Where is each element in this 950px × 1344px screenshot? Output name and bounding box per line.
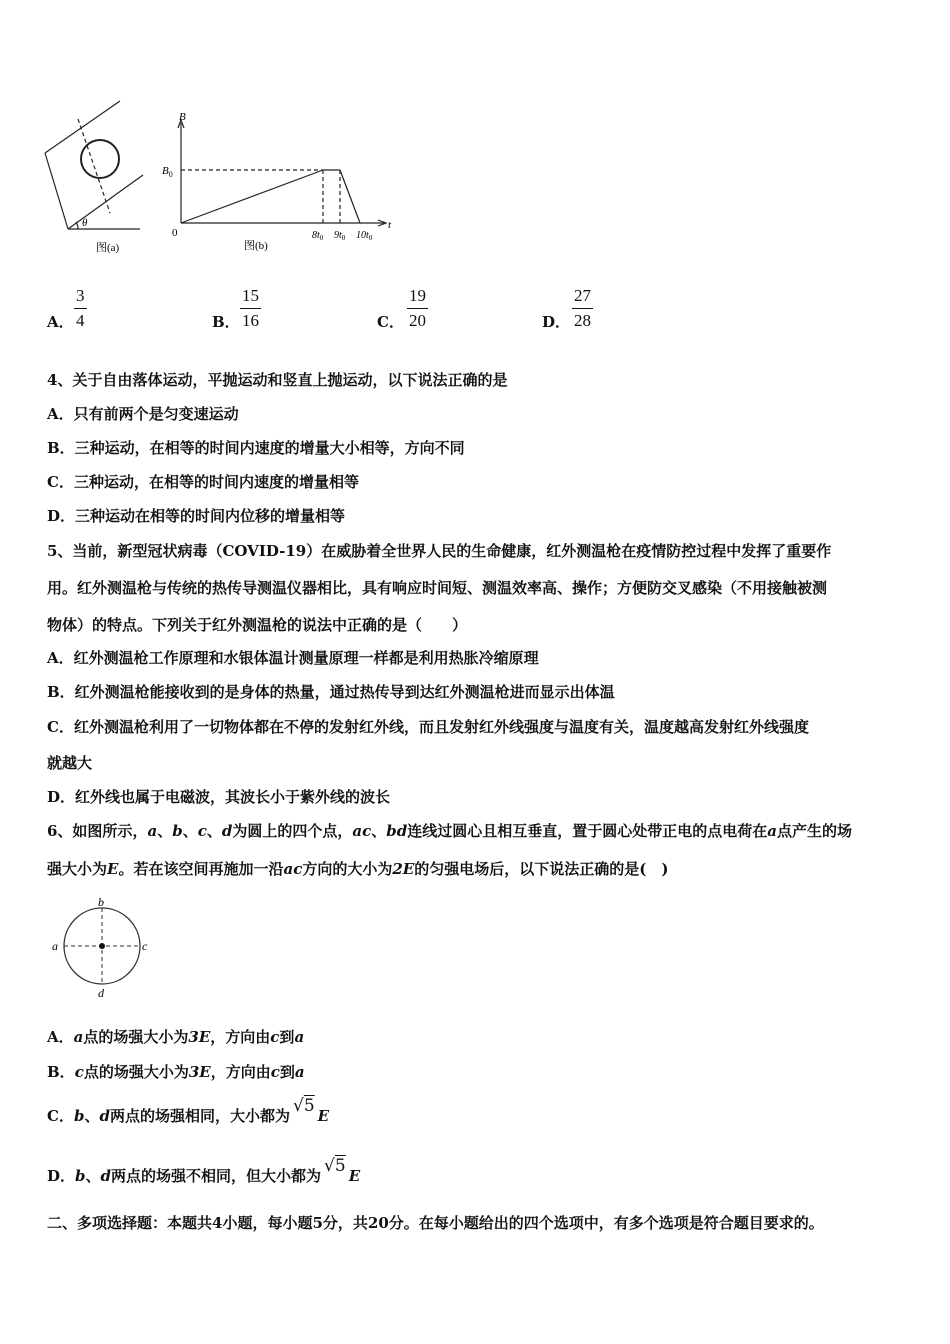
point-c-label: c <box>142 939 148 953</box>
q5-stem-line3: 物体）的特点。下列关于红外测温枪的说法中正确的是（ ） <box>47 616 468 634</box>
q6-stem-line2: 强大小为E。若在该空间再施加一沿ac方向的大小为2E的匀强电场后，以下说法正确的是( ) <box>47 860 669 878</box>
q4-stem: 4、关于自由落体运动，平抛运动和竖直上抛运动，以下说法正确的是 <box>47 371 508 389</box>
q3-option-a-fraction: $\frac{3}{4}$ <box>76 286 85 330</box>
incline-left-edge <box>45 153 68 229</box>
q3-option-c-label: C． <box>377 313 404 331</box>
sqrt-symbol: √5 <box>324 1156 346 1176</box>
q5-option-a: A．红外测温枪工作原理和水银体温计测量原理一样都是利用热胀冷缩原理 <box>47 649 539 667</box>
b-falling-line <box>340 170 360 223</box>
q4-option-a: A．只有前两个是匀变速运动 <box>47 405 239 423</box>
point-a-label: a <box>52 939 58 953</box>
axis-b-label: B <box>179 111 186 123</box>
svg-text:B0: $B_0$ <box>162 165 173 179</box>
tick-8t0: 8t <box>312 230 320 241</box>
coil-circle <box>81 140 119 178</box>
q5-option-b: B．红外测温枪能接收到的是身体的热量，通过热传导到达红外测温枪进而显示出体温 <box>47 683 615 701</box>
point-b-label: b <box>98 895 104 909</box>
q6-option-d: D．b、d两点的场强不相同，但大小都为 √5 E <box>47 1156 361 1185</box>
q6-option-b: B．c点的场强大小为3E，方向由c到a <box>47 1063 305 1081</box>
fig-a-caption: 图(a) <box>96 242 120 254</box>
q4-option-d: D．三种运动在相等的时间内位移的增量相等 <box>47 507 346 525</box>
axis-t-label: t <box>388 219 392 231</box>
tick-10t0: 10t <box>356 230 369 241</box>
q4-option-b: B．三种运动，在相等的时间内速度的增量大小相等，方向不同 <box>47 439 465 457</box>
tick-9t0: 9t <box>334 230 342 241</box>
point-d-label: d <box>98 986 104 1000</box>
q3-option-a-label: A． <box>47 313 74 331</box>
svg-text:10t0: $10t_0$ <box>356 230 373 242</box>
q3-option-d-label: D． <box>542 313 571 331</box>
origin-label: 0 <box>172 227 178 239</box>
q5-option-c-line1: C．红外测温枪利用了一切物体都在不停的发射红外线，而且发射红外线强度与温度有关，温度越高发射红外线强度 <box>47 718 809 736</box>
svg-text:9t0: $9t_0$ <box>334 230 346 242</box>
svg-text:8t0: $8t_0$ <box>312 230 324 242</box>
incline-bottom-edge <box>68 175 143 229</box>
q3-option-b-fraction: $\frac{15}{16}$ <box>242 286 259 330</box>
q5-option-d: D．红外线也属于电磁波，其波长小于紫外线的波长 <box>47 788 391 806</box>
angle-arc <box>76 222 78 229</box>
q3-option-d-fraction: $\frac{27}{28}$ <box>574 286 591 330</box>
q4-option-c: C．三种运动，在相等的时间内速度的增量相等 <box>47 473 359 491</box>
q5-stem-line2: 用。红外测温枪与传统的热传导测温仪器相比，具有响应时间短、测温效率高、操作；方便防交叉感染（不用接触被测 <box>47 579 828 597</box>
q3-option-c-fraction: $\frac{19}{20}$ <box>409 286 426 330</box>
q5-option-c-line2: 就越大 <box>47 754 93 772</box>
q5-stem-line1: 5、当前，新型冠状病毒（COVID-19）在威胁着全世界人民的生命健康，红外测温枪在疫情防控过程中发挥了重要作 <box>47 542 832 560</box>
q6-option-c: C．b、d两点的场强相同，大小都为 √5 E <box>47 1096 330 1125</box>
fig-b-caption: 图(b) <box>244 240 268 252</box>
sqrt-symbol: √5 <box>292 1096 315 1116</box>
theta-label: θ <box>82 217 88 229</box>
figure-a <box>40 95 150 260</box>
figure-b <box>160 105 400 255</box>
section-2-heading: 二、多项选择题：本题共4小题，每小题5分，共20分。在每小题给出的四个选项中，有多个选项是符合题目要求的。 <box>47 1214 824 1232</box>
center-charge <box>99 943 105 949</box>
q6-stem-line1: 6、如图所示，a、b、c、d为圆上的四个点，ac、bd连线过圆心且相互垂直，置于圆心处带正电的点电荷在a点产生的场 <box>47 822 853 840</box>
b0-label: B <box>162 165 169 177</box>
b-rising-line <box>181 170 323 223</box>
q3-option-b-label: B． <box>212 313 240 331</box>
q6-circle-figure <box>48 893 158 1003</box>
incline-top-edge <box>45 101 120 153</box>
q6-option-a: A．a点的场强大小为3E，方向由c到a <box>47 1028 305 1046</box>
